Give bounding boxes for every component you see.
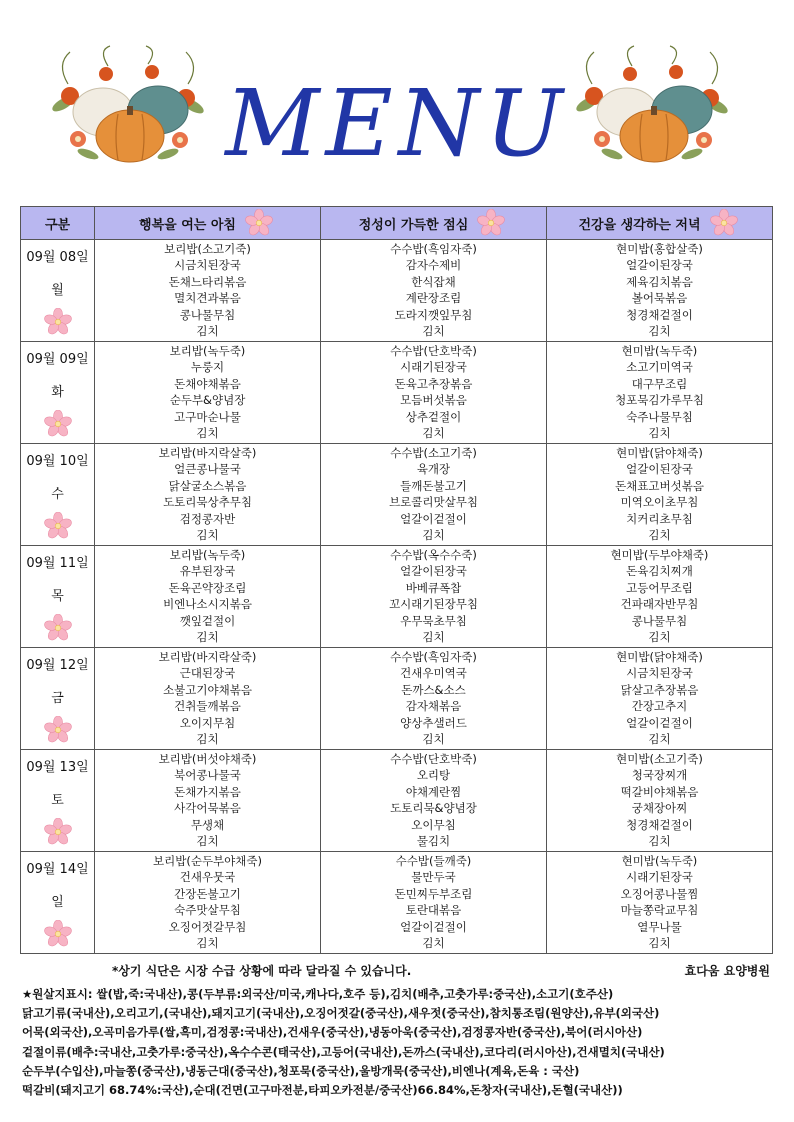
day-weekday: 일 — [51, 895, 64, 910]
menu-item: 현미밥(녹두죽) — [621, 344, 698, 358]
menu-item: 보리밥(버섯야채죽) — [158, 752, 257, 766]
menu-item: 김치 — [648, 528, 671, 543]
menu-table — [20, 206, 773, 954]
day-date: 09월 14일 — [26, 862, 89, 877]
menu-item: 수수밥(옥수수죽) — [390, 548, 477, 562]
day-weekday: 토 — [51, 793, 64, 808]
menu-item: 육개장 — [416, 462, 451, 477]
hospital-name: 효다움 요양병원 — [684, 964, 770, 978]
menu-item: 김치 — [648, 324, 671, 339]
menu-item: 소불고기야채볶음 — [163, 682, 252, 697]
menu-item: 청경채겉절이 — [626, 817, 693, 832]
menu-item: 돈까스&소스 — [401, 682, 466, 697]
menu-item: 얼갈이겉절이 — [400, 919, 467, 934]
menu-item: 소고기미역국 — [626, 360, 693, 375]
menu-item: 현미밥(소고기죽) — [616, 752, 703, 766]
menu-item: 김치 — [422, 732, 445, 747]
menu-item: 닭살고추장볶음 — [620, 682, 699, 697]
menu-item: 깻잎겉절이 — [179, 613, 236, 628]
breakfast-list — [95, 444, 320, 543]
day-date: 09월 11일 — [26, 556, 89, 571]
menu-item: 김치 — [196, 630, 219, 645]
breakfast-list — [95, 546, 320, 645]
menu-item: 보리밥(녹두죽) — [169, 344, 246, 358]
menu-item: 보리밥(녹두죽) — [169, 548, 246, 562]
menu-item: 순두부&양념장 — [169, 393, 246, 408]
menu-item: 돈채느타리볶음 — [168, 274, 247, 289]
menu-item: 바베큐폭찹 — [405, 580, 462, 595]
header-day-label: 구분 — [44, 217, 71, 233]
day-cell — [21, 342, 95, 444]
menu-item: 숙주맛살무침 — [174, 903, 241, 918]
menu-item: 모듬버섯볶음 — [400, 393, 467, 408]
breakfast-cell — [95, 546, 321, 648]
menu-item: 김치 — [422, 630, 445, 645]
menu-item: 볼어묵볶음 — [631, 291, 688, 306]
menu-item: 도토리묵&양념장 — [390, 801, 477, 816]
day-cell — [21, 240, 95, 342]
menu-item: 보리밥(소고기죽) — [164, 242, 251, 256]
menu-item: 김치 — [196, 426, 219, 441]
menu-item: 김치 — [648, 426, 671, 441]
menu-item: 얼갈이겉절이 — [400, 511, 467, 526]
lunch-cell — [321, 648, 547, 750]
dinner-cell — [547, 342, 773, 444]
menu-item: 보리밥(바지락살죽) — [158, 446, 257, 460]
dinner-list — [547, 852, 772, 951]
breakfast-list — [95, 342, 320, 441]
menu-item: 현미밥(닭야채죽) — [616, 650, 703, 664]
origin-line: 어묵(외국산),오곡미음가루(쌀,흑미,검정콩:국내산),건새우(중국산),냉동아욱(중국산),검정콩자반(중국산),북어(러시아산) — [22, 1025, 643, 1040]
menu-item: 김치 — [196, 528, 219, 543]
lunch-cell — [321, 852, 547, 954]
header-day — [21, 207, 95, 240]
menu-item: 간장고추지 — [631, 699, 688, 714]
pink-flower-icon — [474, 209, 508, 237]
menu-item: 돈채표고버섯볶음 — [615, 478, 704, 493]
menu-item: 도토리묵상추무침 — [163, 495, 252, 510]
lunch-list — [321, 546, 546, 645]
menu-item: 계란장조림 — [405, 291, 462, 306]
origin-info — [22, 985, 778, 1100]
day-date: 09월 09일 — [26, 352, 89, 367]
menu-item: 오징어젓갈무침 — [168, 919, 247, 934]
menu-item: 우무묵초무침 — [400, 613, 467, 628]
breakfast-list — [95, 240, 320, 339]
menu-item: 현미밥(닭야채죽) — [616, 446, 703, 460]
menu-item: 현미밥(두부야채죽) — [610, 548, 709, 562]
pink-flower-icon — [44, 614, 72, 642]
menu-item: 간장돈불고기 — [174, 886, 241, 901]
dinner-cell — [547, 546, 773, 648]
header-lunch-label: 정성이 가득한 점심 — [358, 217, 469, 233]
menu-item: 돈채가지볶음 — [174, 784, 241, 799]
menu-item: 김치 — [196, 324, 219, 339]
origin-line: 겉절이류(배추:국내산,고춧가루:중국산),옥수수콘(태국산),고등어(국내산),돈까스(국내산),코다리(러시아산),건새멸치(국내산) — [22, 1044, 665, 1059]
menu-item: 김치 — [648, 732, 671, 747]
menu-item: 보리밥(바지락살죽) — [158, 650, 257, 664]
dinner-cell — [547, 750, 773, 852]
menu-item: 돈민찌두부조림 — [394, 886, 473, 901]
menu-item: 오리탕 — [416, 768, 451, 783]
menu-item: 제육김치볶음 — [626, 274, 693, 289]
day-weekday: 금 — [51, 691, 64, 706]
day-row — [21, 342, 773, 444]
lunch-list — [321, 648, 546, 747]
menu-item: 김치 — [422, 426, 445, 441]
origin-line: ★원살지표시: 쌀(밥,죽:국내산),콩(두부류:외국산/미국,캐나다,호주 등),김치(배추,고춧가루:중국산),소고기(호주산) — [22, 987, 614, 1001]
day-row — [21, 750, 773, 852]
breakfast-cell — [95, 444, 321, 546]
menu-item: 야채계란찜 — [405, 784, 462, 799]
lunch-list — [321, 444, 546, 543]
menu-item: 고등어무조림 — [626, 580, 693, 595]
menu-item: 들깨돈불고기 — [400, 478, 467, 493]
menu-item: 궁채장아찌 — [631, 801, 688, 816]
day-date: 09월 10일 — [26, 454, 89, 469]
day-weekday: 화 — [51, 385, 64, 400]
menu-item: 현미밥(녹두죽) — [621, 854, 698, 868]
breakfast-list — [95, 852, 320, 951]
menu-item: 돈채야채볶음 — [174, 376, 241, 391]
origin-line: 떡갈비(돼지고기 68.74%:국산),순대(건면(고구마전분,타피오카전분/중국산)66.84%,돈창자(국내산),돈혈(국내산)) — [22, 1083, 623, 1098]
breakfast-cell — [95, 342, 321, 444]
day-date: 09월 12일 — [26, 658, 89, 673]
pink-flower-icon — [242, 209, 276, 237]
menu-item: 건파래자반무침 — [620, 597, 699, 612]
breakfast-cell — [95, 750, 321, 852]
menu-item: 감자수제비 — [405, 258, 462, 273]
menu-item: 건취들깨볶음 — [174, 699, 241, 714]
menu-item: 토란대볶음 — [405, 903, 462, 918]
menu-item: 얼갈이된장국 — [626, 258, 693, 273]
pink-flower-icon — [707, 209, 741, 237]
menu-item: 청국장찌개 — [631, 768, 688, 783]
day-cell — [21, 648, 95, 750]
dinner-list — [547, 444, 772, 543]
dinner-list — [547, 240, 772, 339]
menu-item: 떡갈비야채볶음 — [620, 784, 699, 799]
origin-line: 닭고기류(국내산),오리고기,(국내산),돼지고기(국내산),오징어젓갈(중국산),새우젓(중국산),참치통조림(원양산),유부(외국산) — [22, 1006, 660, 1021]
menu-item: 얼큰콩나물국 — [174, 462, 241, 477]
menu-item: 수수밥(단호박죽) — [390, 344, 477, 358]
menu-item: 누룽지 — [190, 360, 225, 375]
menu-item: 김치 — [648, 936, 671, 951]
page-header — [0, 0, 794, 200]
dinner-list — [547, 750, 772, 849]
pink-flower-icon — [44, 410, 72, 438]
lunch-list — [321, 342, 546, 441]
menu-item: 건새우미역국 — [400, 666, 467, 681]
menu-body — [21, 240, 773, 954]
breakfast-list — [95, 750, 320, 849]
dinner-cell — [547, 444, 773, 546]
lunch-cell — [321, 240, 547, 342]
menu-item: 양상추샐러드 — [400, 715, 467, 730]
menu-item: 김치 — [196, 732, 219, 747]
menu-item: 김치 — [648, 834, 671, 849]
day-row — [21, 240, 773, 342]
menu-item: 김치 — [422, 324, 445, 339]
lunch-cell — [321, 546, 547, 648]
lunch-list — [321, 852, 546, 951]
menu-item: 김치 — [422, 936, 445, 951]
header-breakfast-label: 행복을 여는 아침 — [139, 217, 236, 233]
menu-item: 물만두국 — [411, 870, 456, 885]
day-cell — [21, 852, 95, 954]
day-weekday: 월 — [51, 283, 64, 298]
menu-header-row — [21, 207, 773, 240]
menu-item: 한식잡채 — [411, 274, 456, 289]
menu-item: 유부된장국 — [179, 564, 236, 579]
menu-item: 김치 — [196, 936, 219, 951]
header-dinner-label: 건강을 생각하는 저녁 — [578, 217, 701, 233]
dinner-list — [547, 648, 772, 747]
page-title: MENU — [225, 70, 569, 177]
day-row — [21, 852, 773, 954]
menu-item: 비엔나소시지볶음 — [163, 597, 252, 612]
menu-item: 고구마순나물 — [174, 409, 241, 424]
menu-item: 수수밥(들깨죽) — [395, 854, 472, 868]
lunch-cell — [321, 342, 547, 444]
menu-item: 마늘쫑락교무침 — [620, 903, 699, 918]
menu-item: 오이지무침 — [179, 715, 236, 730]
lunch-list — [321, 750, 546, 849]
menu-item: 브로콜리맛살무침 — [389, 495, 478, 510]
dinner-cell — [547, 648, 773, 750]
menu-item: 돈육김치찌개 — [626, 564, 693, 579]
day-row — [21, 546, 773, 648]
menu-item: 얼갈이된장국 — [400, 564, 467, 579]
menu-item: 도라지깻잎무침 — [394, 307, 473, 322]
menu-item: 꼬시래기된장무침 — [389, 597, 478, 612]
menu-item: 청포묵김가루무침 — [615, 393, 704, 408]
menu-item: 오이무침 — [411, 817, 456, 832]
day-cell — [21, 750, 95, 852]
menu-item: 얼갈이겉절이 — [626, 715, 693, 730]
menu-item: 감자채볶음 — [405, 699, 462, 714]
menu-item: 수수밥(흑임자죽) — [390, 242, 477, 256]
lunch-list — [321, 240, 546, 339]
dinner-cell — [547, 240, 773, 342]
menu-item: 북어콩나물국 — [174, 768, 241, 783]
menu-item: 얼갈이된장국 — [626, 462, 693, 477]
header-dinner — [547, 207, 773, 240]
origin-line: 순두부(수입산),마늘쫑(중국산),냉동근대(중국산),청포묵(중국산),울방개묵(중국산),비엔나(계육,돈육 : 국산) — [22, 1063, 580, 1078]
lunch-cell — [321, 750, 547, 852]
menu-item: 돈육곤약장조림 — [168, 580, 247, 595]
day-cell — [21, 546, 95, 648]
header-lunch — [321, 207, 547, 240]
day-weekday: 수 — [51, 487, 64, 502]
menu-item: 닭살굴소스볶음 — [168, 478, 247, 493]
menu-item: 김치 — [422, 528, 445, 543]
breakfast-cell — [95, 648, 321, 750]
dinner-list — [547, 546, 772, 645]
header-breakfast — [95, 207, 321, 240]
breakfast-list — [95, 648, 320, 747]
menu-item: 열무나물 — [637, 919, 682, 934]
day-date: 09월 13일 — [26, 760, 89, 775]
day-cell — [21, 444, 95, 546]
menu-item: 대구무조림 — [631, 376, 688, 391]
menu-item: 시래기된장국 — [626, 870, 693, 885]
menu-item: 현미밥(홍합살죽) — [616, 242, 703, 256]
menu-item: 상추겉절이 — [405, 409, 462, 424]
breakfast-cell — [95, 240, 321, 342]
pink-flower-icon — [44, 512, 72, 540]
menu-item: 미역오이초무침 — [620, 495, 699, 510]
menu-item: 시금치된장국 — [626, 666, 693, 681]
menu-item: 건새우뭇국 — [179, 870, 236, 885]
dinner-list — [547, 342, 772, 441]
menu-item: 치커리초무침 — [626, 511, 693, 526]
menu-item: 숙주나물무침 — [626, 409, 693, 424]
lunch-cell — [321, 444, 547, 546]
pink-flower-icon — [44, 716, 72, 744]
menu-item: 돈육고추장볶음 — [394, 376, 473, 391]
pink-flower-icon — [44, 818, 72, 846]
menu-item: 시금치된장국 — [174, 258, 241, 273]
menu-item: 물김치 — [416, 834, 451, 849]
menu-item: 검정콩자반 — [179, 511, 236, 526]
breakfast-cell — [95, 852, 321, 954]
menu-item: 멸치견과볶음 — [174, 291, 241, 306]
pink-flower-icon — [44, 308, 72, 336]
day-row — [21, 444, 773, 546]
day-weekday: 목 — [51, 589, 64, 604]
menu-item: 사각어묵볶음 — [174, 801, 241, 816]
notice-text: *상기 식단은 시장 수급 상황에 따라 달라질 수 있습니다. — [112, 964, 412, 978]
dinner-cell — [547, 852, 773, 954]
menu-item: 보리밥(순두부야채죽) — [153, 854, 262, 868]
menu-item: 수수밥(단호박죽) — [390, 752, 477, 766]
menu-item: 청경채겉절이 — [626, 307, 693, 322]
menu-item: 근대된장국 — [179, 666, 236, 681]
menu-item: 수수밥(소고기죽) — [390, 446, 477, 460]
menu-item: 김치 — [648, 630, 671, 645]
menu-item: 콩나물무침 — [631, 613, 688, 628]
menu-item: 콩나물무침 — [179, 307, 236, 322]
menu-item: 오징어콩나물찜 — [620, 886, 699, 901]
menu-item: 수수밥(흑임자죽) — [390, 650, 477, 664]
pumpkin-bouquet-illustration — [572, 44, 732, 169]
pink-flower-icon — [44, 920, 72, 948]
day-date: 09월 08일 — [26, 250, 89, 265]
menu-item: 시래기된장국 — [400, 360, 467, 375]
menu-item: 김치 — [196, 834, 219, 849]
day-row — [21, 648, 773, 750]
menu-item: 무생채 — [190, 817, 225, 832]
